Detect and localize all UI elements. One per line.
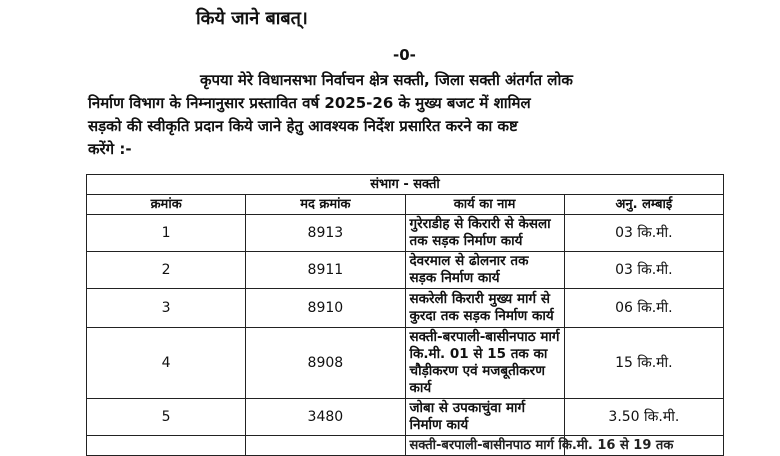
table-header-row <box>87 195 724 215</box>
length-cell: 06 कि.मी. <box>564 289 723 328</box>
serial-cell: 1 <box>87 215 246 252</box>
length-cell: 03 कि.मी. <box>564 215 723 252</box>
length-cell: 3.50 कि.मी. <box>564 399 723 436</box>
office-title-row <box>87 175 724 195</box>
length-cell: 15 कि.मी. <box>564 328 723 399</box>
table-row <box>87 215 724 252</box>
office-title: संभाग - सक्ती <box>87 175 724 195</box>
table-row <box>87 252 724 289</box>
work-name-cell: गुरेराडीह से किरारी से केसला तक सड़क निर्माण कार्य <box>405 215 564 252</box>
col-work-name-header: कार्य का नाम <box>405 195 564 215</box>
code-cell: 8908 <box>246 328 405 399</box>
col-length-header: अनु. लम्बाई <box>564 195 723 215</box>
table-row <box>87 328 724 399</box>
code-cell: 3480 <box>246 399 405 436</box>
separator: -0- <box>393 46 416 64</box>
body-line-2: निर्माण विभाग के निम्नानुसार प्रस्तावित वर्ष 2025-26 के मुख्य बजट में शामिल <box>88 94 531 112</box>
body-line-3: सड़को की स्वीकृति प्रदान किये जाने हेतु आवश्यक निर्देश प्रसारित करने का कष्ट <box>88 117 518 135</box>
serial-cell: 2 <box>87 252 246 289</box>
table-row <box>87 289 724 328</box>
partial-work-name-cell: सक्ती-बरपाली-बासीनपाठ मार्ग कि.मी. 16 से 19 तक <box>405 436 564 456</box>
code-cell: 8911 <box>246 252 405 289</box>
work-name-cell: देवरमाल से ढोलनार तक सड़क निर्माण कार्य <box>405 252 564 289</box>
serial-cell <box>87 436 246 456</box>
serial-cell: 5 <box>87 399 246 436</box>
work-name-cell: जोबा से उपकाचुंवा मार्ग निर्माण कार्य <box>405 399 564 436</box>
subject-line: किये जाने बाबत्। <box>196 8 308 29</box>
work-name-cell: सक्ती-बरपाली-बासीनपाठ मार्ग कि.मी. 01 से 15 तक का चौड़ीकरण एवं मजबूतीकरण कार्य <box>405 328 564 399</box>
col-serial-header: क्रमांक <box>87 195 246 215</box>
code-cell: 8910 <box>246 289 405 328</box>
works-table <box>86 174 724 456</box>
serial-cell: 4 <box>87 328 246 399</box>
partial-table-row <box>87 436 724 456</box>
col-code-header: मद क्रमांक <box>246 195 405 215</box>
code-cell: 8913 <box>246 215 405 252</box>
body-line-4: करेंगे :- <box>88 140 132 158</box>
serial-cell: 3 <box>87 289 246 328</box>
table-row <box>87 399 724 436</box>
body-line-1: कृपया मेरे विधानसभा निर्वाचन क्षेत्र सक्ती, जिला सक्ती अंतर्गत लोक <box>200 71 573 89</box>
work-name-cell: सकरेली किरारी मुख्य मार्ग से कुरदा तक सड़क निर्माण कार्य <box>405 289 564 328</box>
code-cell <box>246 436 405 456</box>
length-cell: 03 कि.मी. <box>564 252 723 289</box>
